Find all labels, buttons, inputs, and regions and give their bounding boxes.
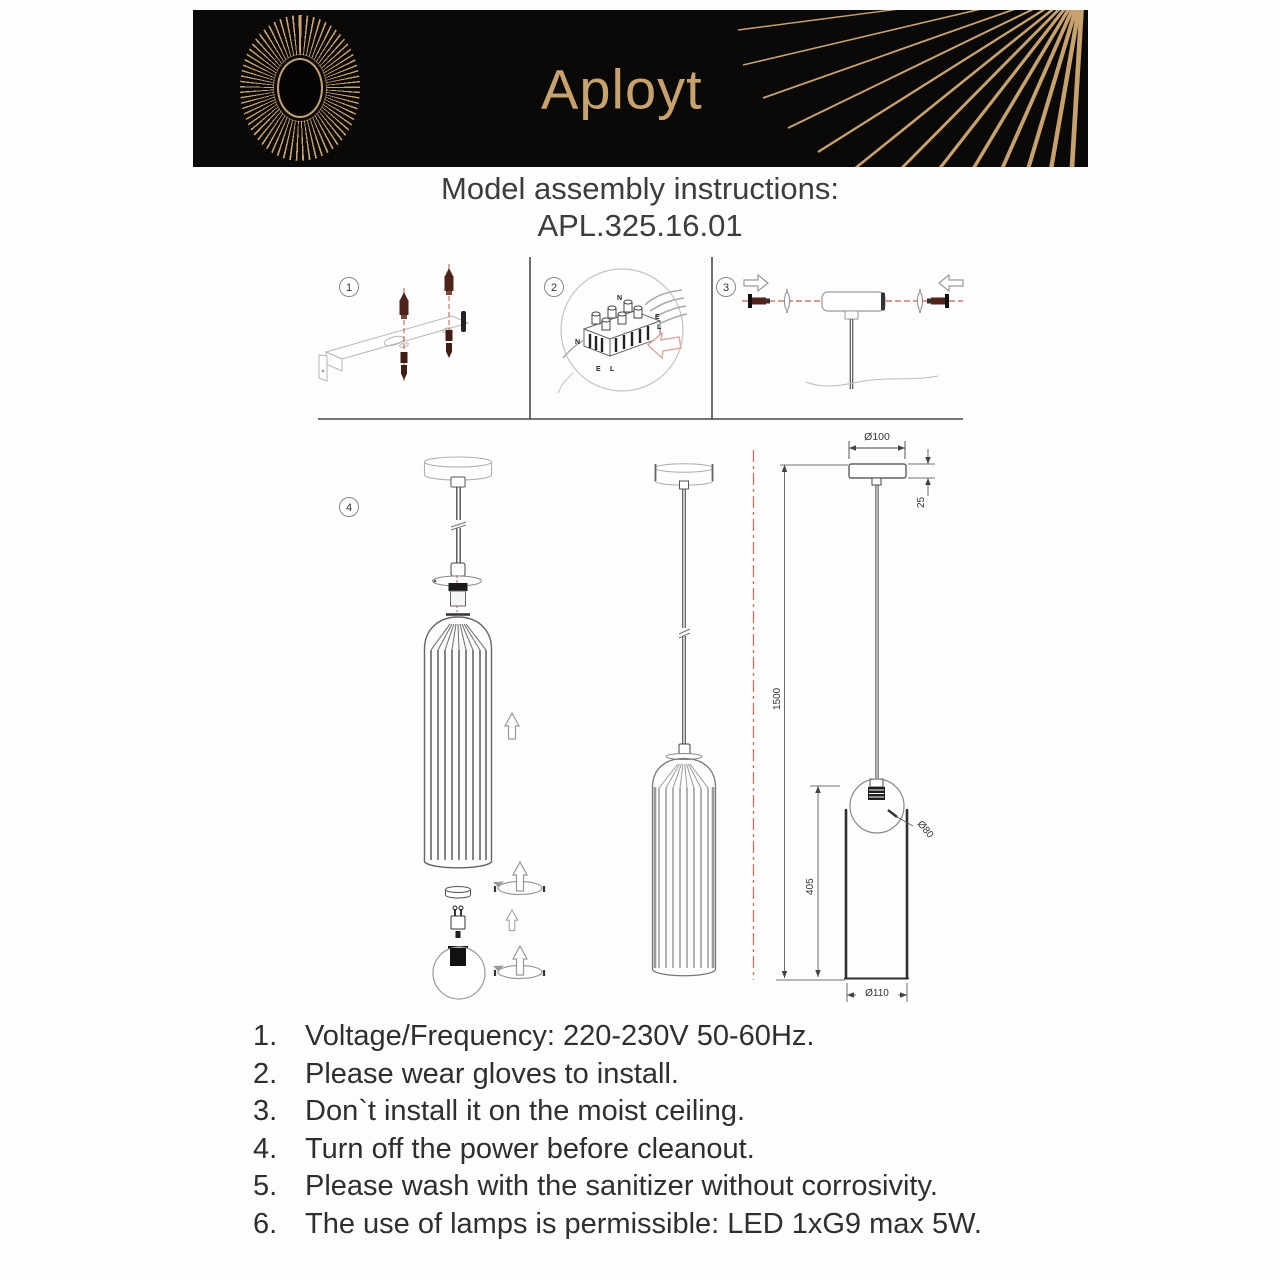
brand-name: Aployt	[541, 57, 703, 120]
canopy-stem	[680, 481, 689, 489]
glass-shade	[845, 810, 908, 979]
model-number: APL.325.16.01	[537, 208, 743, 243]
instruction-text: Turn off the power before cleanout.	[305, 1132, 755, 1165]
step4-exploded-view	[425, 457, 545, 999]
canopy-stem	[872, 478, 881, 485]
dimension-view	[772, 431, 936, 1002]
shade-ribs	[659, 788, 708, 968]
page-title	[0, 170, 1280, 244]
sunburst-logo-icon	[240, 15, 360, 161]
step1-number: 1	[345, 282, 353, 294]
dim-label-shade-height: 405	[805, 878, 816, 895]
brand-header	[193, 10, 1088, 167]
wire-label-n-top: N	[617, 295, 623, 302]
instruction-number: 3.	[253, 1095, 278, 1127]
dim-label-bulb-diameter: Ø80	[914, 818, 936, 841]
left-screw-head	[748, 294, 752, 308]
ceiling-wave-line	[806, 376, 938, 386]
instruction-number: 2.	[253, 1057, 278, 1090]
g9-holder	[451, 906, 465, 938]
wire-label-l-right: L	[657, 324, 662, 331]
instruction-text: Don`t install it on the moist ceiling.	[305, 1095, 746, 1127]
socket-nut	[870, 779, 883, 787]
bracket-end-tab	[461, 311, 466, 332]
wire-label-l-bottom: L	[610, 366, 615, 373]
canopy-stem	[451, 477, 465, 487]
dim-overall-height	[776, 465, 848, 980]
push-left-arrow-icon	[939, 275, 963, 291]
instructions-list	[253, 1022, 1063, 1247]
canopy	[849, 464, 906, 478]
dim-label-canopy-diameter: Ø100	[864, 431, 890, 443]
instruction-item	[253, 1207, 1063, 1240]
dim-label-overall-height: 1500	[772, 687, 783, 710]
suspension-cable	[683, 489, 686, 744]
twist-up-icon	[493, 862, 544, 895]
assembly-diagrams	[0, 250, 1280, 1020]
screw	[401, 352, 408, 380]
twist-up-icon	[493, 946, 544, 979]
wire-label-n-left: N	[575, 339, 581, 346]
step-badges	[340, 278, 736, 517]
cable-gripper-nut	[451, 563, 465, 576]
instruction-text: Please wash with the sanitizer without corrosivity.	[305, 1170, 938, 1202]
step3-canopy-diagram	[742, 275, 963, 389]
wall-anchor	[400, 292, 409, 319]
ceiling-canopy	[822, 292, 885, 311]
g9-bulb	[433, 946, 485, 999]
screw	[446, 330, 453, 358]
wire-label-e-bottom: E	[596, 366, 601, 373]
socket-band	[449, 583, 468, 591]
right-washer	[918, 293, 923, 310]
dim-canopy-height	[908, 449, 935, 496]
glass-shade	[425, 615, 492, 868]
dim-label-canopy-height: 25	[916, 496, 927, 508]
left-washer	[785, 293, 790, 310]
instruction-number: 6.	[253, 1207, 278, 1240]
step2-number: 2	[550, 282, 558, 294]
lamp-socket	[451, 591, 466, 606]
dim-label-shade-diameter: Ø110	[865, 988, 889, 999]
title-line1: Model assembly instructions:	[441, 171, 839, 206]
instruction-text: The use of lamps is permissible: LED 1xG9 max 5W.	[305, 1207, 982, 1240]
wall-anchor	[445, 268, 454, 295]
step3-number: 3	[722, 282, 730, 294]
right-screw-head	[945, 294, 949, 308]
lift-arrow-icon	[505, 713, 519, 739]
step4-number: 4	[345, 502, 353, 514]
ray-fan-decoration	[668, 10, 1088, 167]
glass-shade	[653, 759, 716, 976]
instruction-number: 4.	[253, 1132, 278, 1165]
wire-label-e-right: E	[655, 314, 660, 321]
bulb-leader-tick	[888, 810, 897, 817]
shade-ribs	[431, 650, 486, 860]
instruction-item	[253, 1132, 1063, 1165]
retaining-ring	[446, 887, 471, 899]
assembled-view	[653, 464, 716, 976]
push-right-arrow-icon	[744, 275, 768, 291]
sunburst-core	[277, 58, 323, 118]
instruction-number: 1.	[253, 1020, 278, 1052]
instruction-item	[253, 1097, 1063, 1127]
instruction-item	[253, 1172, 1063, 1202]
dim-canopy-diameter	[849, 441, 905, 459]
instruction-number: 5.	[253, 1170, 278, 1202]
instruction-text: Voltage/Frequency: 220-230V 50-60Hz.	[305, 1020, 815, 1052]
instruction-text: Please wear gloves to install.	[305, 1057, 679, 1090]
cable-gripper-nut	[679, 744, 690, 754]
instruction-item	[253, 1057, 1063, 1090]
lift-arrow-icon	[506, 910, 517, 931]
instruction-item	[253, 1022, 1063, 1052]
step2-wiring-diagram	[558, 269, 687, 393]
